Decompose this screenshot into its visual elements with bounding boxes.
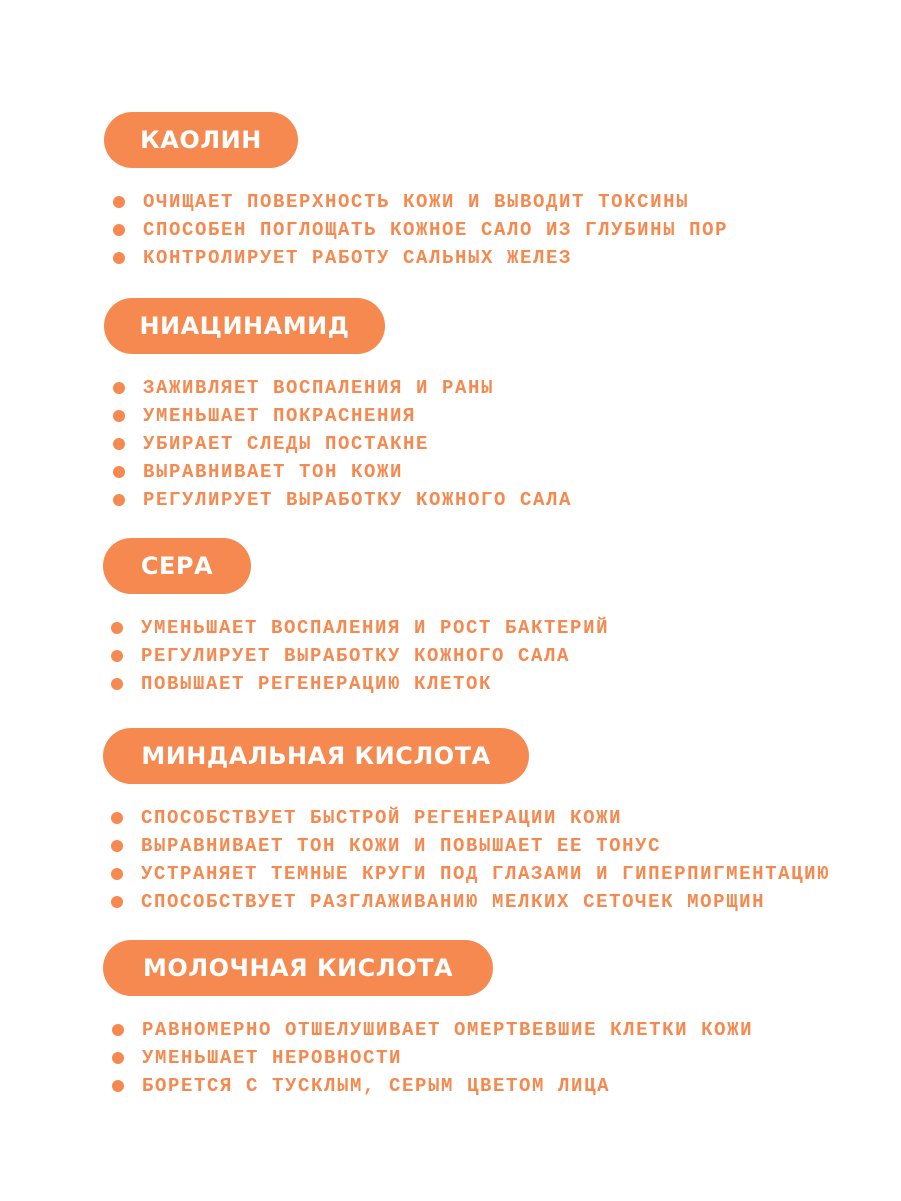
list-item: РЕГУЛИРУЕТ ВЫРАБОТКУ КОЖНОГО САЛА [113, 486, 572, 514]
bullet-dot-icon [111, 896, 123, 908]
list-item: УМЕНЬШАЕТ НЕРОВНОСТИ [112, 1044, 753, 1072]
list-item: ПОВЫШАЕТ РЕГЕНЕРАЦИЮ КЛЕТОК [111, 670, 609, 698]
bullet-dot-icon [111, 622, 123, 634]
list-item: РЕГУЛИРУЕТ ВЫРАБОТКУ КОЖНОГО САЛА [111, 642, 609, 670]
bullet-dot-icon [113, 410, 125, 422]
list-item: КОНТРОЛИРУЕТ РАБОТУ САЛЬНЫХ ЖЕЛЕЗ [113, 244, 728, 272]
list-item: РАВНОМЕРНО ОТШЕЛУШИВАЕТ ОМЕРТВЕВШИЕ КЛЕТКИ КОЖИ [112, 1016, 753, 1044]
list-item: УМЕНЬШАЕТ ПОКРАСНЕНИЯ [113, 402, 572, 430]
bullet-dot-icon [113, 494, 125, 506]
section-title-pill [103, 538, 251, 594]
list-item: УБИРАЕТ СЛЕДЫ ПОСТАКНЕ [113, 430, 572, 458]
list-item: БОРЕТСЯ С ТУСКЛЫМ, СЕРЫМ ЦВЕТОМ ЛИЦА [112, 1072, 753, 1100]
benefit-list [112, 1016, 753, 1100]
bullet-dot-icon [113, 438, 125, 450]
bullet-dot-icon [112, 1052, 124, 1064]
bullet-dot-icon [113, 196, 125, 208]
bullet-dot-icon [113, 224, 125, 236]
bullet-dot-icon [112, 1080, 124, 1092]
list-item: УСТРАНЯЕТ ТЕМНЫЕ КРУГИ ПОД ГЛАЗАМИ И ГИПЕРПИГМЕНТАЦИЮ [111, 860, 830, 888]
list-item: ВЫРАВНИВАЕТ ТОН КОЖИ [113, 458, 572, 486]
section-title: НИАЦИНАМИД [139, 312, 350, 340]
section-title-pill [103, 728, 529, 784]
list-item: ОЧИЩАЕТ ПОВЕРХНОСТЬ КОЖИ И ВЫВОДИТ ТОКСИНЫ [113, 188, 728, 216]
bullet-dot-icon [111, 678, 123, 690]
bullet-dot-icon [113, 252, 125, 264]
bullet-dot-icon [113, 382, 125, 394]
bullet-dot-icon [111, 650, 123, 662]
section-title: МИНДАЛЬНАЯ КИСЛОТА [141, 742, 491, 770]
bullet-dot-icon [111, 812, 123, 824]
section-title: СЕРА [140, 552, 214, 580]
section-title-pill [104, 298, 385, 354]
section-title-pill [103, 940, 493, 996]
list-item: УМЕНЬШАЕТ ВОСПАЛЕНИЯ И РОСТ БАКТЕРИЙ [111, 614, 609, 642]
bullet-dot-icon [113, 466, 125, 478]
section-title: МОЛОЧНАЯ КИСЛОТА [142, 954, 454, 982]
list-item: ЗАЖИВЛЯЕТ ВОСПАЛЕНИЯ И РАНЫ [113, 374, 572, 402]
list-item: СПОСОБЕН ПОГЛОЩАТЬ КОЖНОЕ САЛО ИЗ ГЛУБИНЫ ПОР [113, 216, 728, 244]
list-item: ВЫРАВНИВАЕТ ТОН КОЖИ И ПОВЫШАЕТ ЕЕ ТОНУС [111, 832, 830, 860]
bullet-dot-icon [111, 868, 123, 880]
benefit-list [111, 804, 830, 916]
bullet-dot-icon [111, 840, 123, 852]
list-item: СПОСОБСТВУЕТ РАЗГЛАЖИВАНИЮ МЕЛКИХ СЕТОЧЕК МОРЩИН [111, 888, 830, 916]
section-title: КАОЛИН [140, 126, 262, 154]
list-item: СПОСОБСТВУЕТ БЫСТРОЙ РЕГЕНЕРАЦИИ КОЖИ [111, 804, 830, 832]
bullet-dot-icon [112, 1024, 124, 1036]
section-title-pill [104, 112, 298, 168]
benefit-list [113, 188, 728, 272]
benefit-list [113, 374, 572, 514]
benefit-list [111, 614, 609, 698]
